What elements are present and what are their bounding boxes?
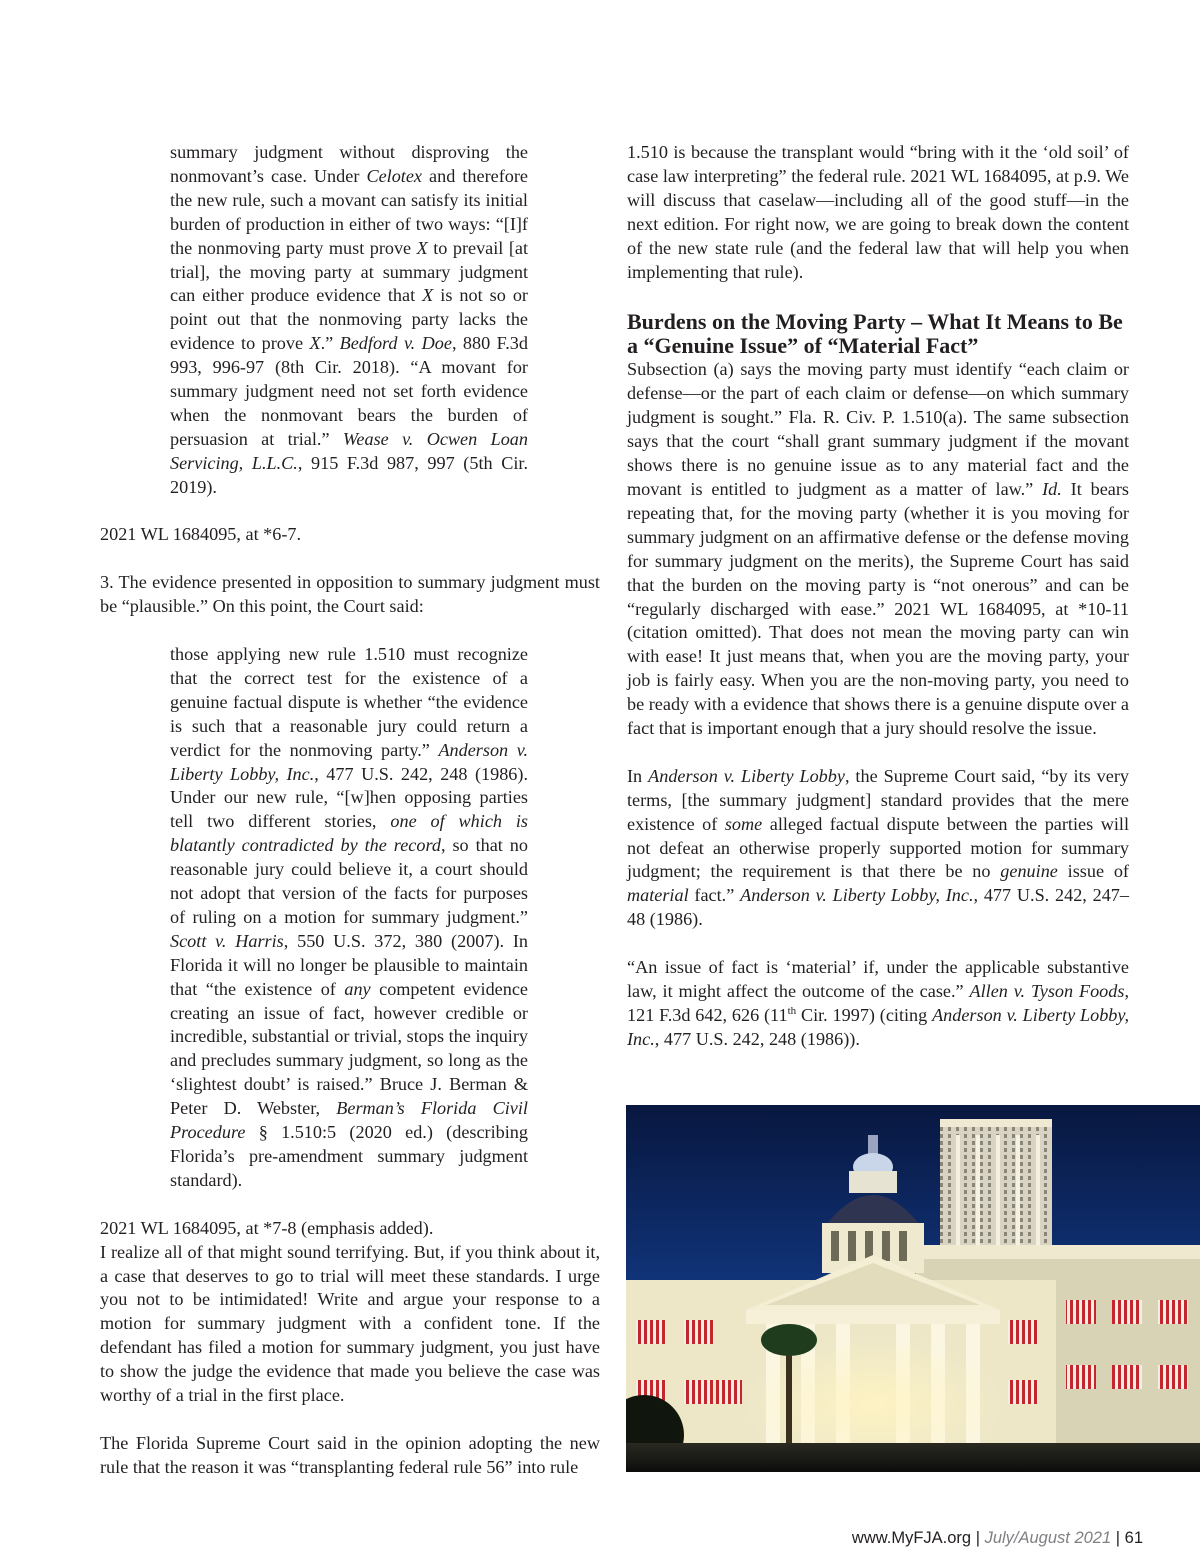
page-footer: [852, 1529, 1143, 1548]
right-column: [627, 141, 1129, 1052]
citation-7-8: 2021 WL 1684095, at *7-8 (emphasis added).: [100, 1217, 434, 1238]
paragraph-point-3: 3. The evidence presented in opposition to summary judgment must be “plausible.” On this point, the Court said:: [100, 572, 600, 617]
paragraph-material-issue: “An issue of fact is ‘material’ if, under the applicable substantive law, it might affect the outcome of the case.” Allen v. Tyson Foods, 121 F.3d 642, 626 (11th Cir. 1997) (citing Anderson v. Liberty Lobby, Inc., 477 U.S. 242, 248 (1986)).: [627, 957, 1130, 1049]
capitol-photo: [626, 1105, 1200, 1472]
paragraph-anderson: In Anderson v. Liberty Lobby, the Supreme Court said, “by its very terms, [the summary judgment] standard provides that the mere existence of some alleged factual dispute between the parties will not defeat an otherwise properly supported motion for summary judgment; the requirement is that there be no genuine issue of material fact.” Anderson v. Liberty Lobby, Inc., 477 U.S. 242, 247–48 (1986).: [627, 765, 1130, 930]
left-column: [100, 141, 600, 1480]
paragraph-old-soil: 1.510 is because the transplant would “bring with it the ‘old soil’ of case law interpreting” the federal rule. 2021 WL 1684095, at p.9. We will discuss that caselaw—including all of the good stuff—in the next edition. For right now, we are going to break down the content of the new state rule (and the federal law that will help you when implementing that rule).: [627, 142, 1129, 282]
paragraph-realize: I realize all of that might sound terrifying. But, if you think about it, a case that deserves to go to trial will meet these standards. I urge you not to be intimidated! Write and argue your response to a motion for summary judgment with a confident tone. If the defendant has filed a motion for summary judgment, you just have to show the judge the evidence that made you believe the case was worthy of a trial in the first place.: [100, 1241, 600, 1406]
capitol-illustration: [626, 1105, 1200, 1472]
footer-separator: |: [971, 1529, 985, 1547]
block-quote-plausible: those applying new rule 1.510 must recognize that the correct test for the existence of a genuine factual dispute is whether “the evidence is such that a reasonable jury could return a verdict for the nonmoving party.” Anderson v. Liberty Lobby, Inc., 477 U.S. 242, 248 (1986). Under our new rule, “[w]hen opposing parties tell two different stories, one of which is blatantly contradicted by the record, so that no reasonable jury could believe it, a court should not adopt that version of the facts for purposes of ruling on a motion for summary judgment.” Scott v. Harris, 550 U.S. 372, 380 (2007). In Florida it will no longer be plausible to maintain that “the existence of any competent evidence creating an issue of fact, however credible or incredible, substantial or trivial, stops the inquiry and precludes summary judgment, so long as the ‘slightest doubt’ is raised.” Bruce J. Berman & Peter D. Webster, Berman’s Florida Civil Procedure § 1.510:5 (2020 ed.) (describing Florida’s pre-amendment summary judgment standard).: [170, 643, 529, 1190]
paragraph-florida-supreme-court: The Florida Supreme Court said in the opinion adopting the new rule that the reason it was “transplanting federal rule 56” into rule: [100, 1432, 600, 1477]
section-heading: Burdens on the Moving Party – What It Means to Be a “Genuine Issue” of “Material Fact”: [627, 309, 1123, 359]
page-number: 61: [1124, 1529, 1143, 1547]
paragraph-subsection-a: Subsection (a) says the moving party must identify “each claim or defense—or the part of each claim or defense—on which summary judgment is sought.” Fla. R. Civ. P. 1.510(a). The same subsection says that the court “shall grant summary judgment if the movant shows there is no genuine issue as to any material fact and the movant is entitled to judgment as a matter of law.” Id. It bears repeating that, for the moving party (whether it is you moving for summary judgment on an affirmative defense or the defense moving for summary judgment on the merits), the Supreme Court has said that the burden on the moving party is “not onerous” and can be “regularly discharged with ease.” 2021 WL 1684095, at *10-11 (citation omitted). That does not mean the moving party can win with ease! It just means that, when you are the moving party, your job is fairly easy. When you are the non-moving party, you need to be ready with a evidence that shows there is a genuine dispute over a fact that is important enough that a jury should resolve the issue.: [627, 359, 1129, 739]
citation-6-7: 2021 WL 1684095, at *6-7.: [100, 524, 302, 545]
block-quote-celotex: summary judgment without disproving the nonmovant’s case. Under Celotex and therefore the new rule, such a movant can satisfy its initial burden of production in either of two ways: “[I]f the nonmoving party must prove X to prevail [at trial], the moving party at summary judgment can either produce evidence that X is not so or point out that the nonmoving party lacks the evidence to prove X.” Bedford v. Doe, 880 F.3d 993, 996-97 (8th Cir. 2018). “A movant for summary judgment need not set forth evidence when the nonmovant bears the burden of persuasion at trial.” Wease v. Ocwen Loan Servicing, L.L.C., 915 F.3d 987, 997 (5th Cir. 2019).: [170, 142, 529, 497]
footer-site: www.MyFJA.org: [851, 1529, 972, 1547]
footer-separator: |: [1111, 1529, 1125, 1547]
footer-issue: July/August 2021: [984, 1529, 1112, 1547]
